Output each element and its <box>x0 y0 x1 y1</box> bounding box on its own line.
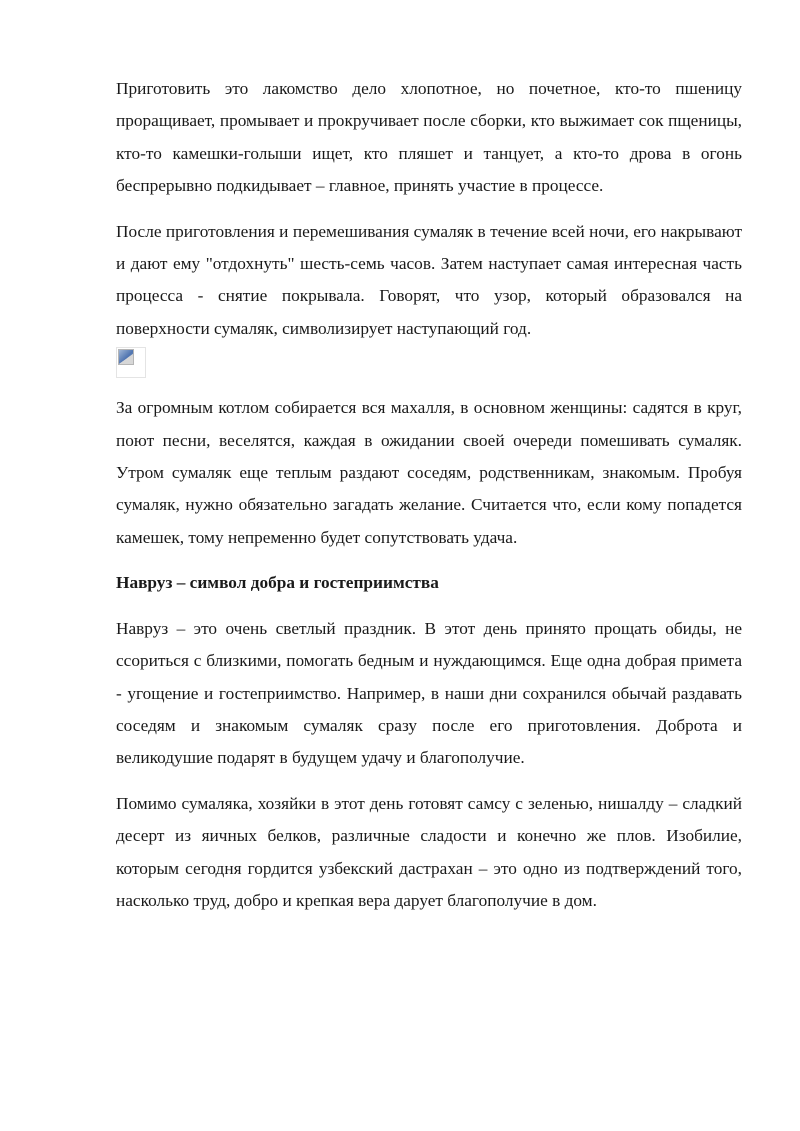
paragraph-wheat-preparation: Приготовить это лакомство дело хлопотное, но почетное, кто-то пшеницу проращивает, промывает и прокручивает после сборки, кто выжимает сок пщеницы, кто-то камешки-голыши ищет, кто пляшет и танцует, а кто-то дрова в огонь беспрерывно подкидывает – главное, принять участие в процессе. <box>116 79 742 196</box>
document-page <box>116 73 742 930</box>
section-heading: Навруз – символ добра и гостеприимства <box>116 573 439 593</box>
inline-image-placeholder <box>116 345 742 379</box>
paragraph-mahalla-gathering: За огромным котлом собирается вся махалля, в основном женщины: садятся в круг, поют песни, веселятся, каждая в ожидании своей очереди помешивать сумаляк. Утром сумаляк еще теплым раздают соседям, родственникам, знакомым. Пробуя сумаляк, нужно обязательно загадать желание. Считается что, если кому попадется камешек, тому непременно будет сопутствовать удача. <box>116 398 742 547</box>
paragraph-sumalak-rest: После приготовления и перемешивания сумаляк в течение всей ночи, его накрывают и дают ему "отдохнуть" шесть-семь часов. Затем наступает самая интересная часть процесса - снятие покрывала. Говорят, что узор, который образовался на поверхности сумаляк, символизирует наступающий год. <box>116 221 742 338</box>
broken-image-icon <box>116 347 146 378</box>
paragraph-festive-dishes: Помимо сумаляка, хозяйки в этот день готовят самсу с зеленью, нишалду – сладкий десерт из яичных белков, различные сладости и конечно же плов. Изобилие, которым сегодня гордится узбекский дастрахан – это одно из подтверждений того, насколько труд, добро и крепкая вера дарует благополучие в дом. <box>116 793 742 910</box>
paragraph-navruz-kindness: Навруз – это очень светлый праздник. В этот день принято прощать обиды, не ссориться с близкими, помогать бедным и нуждающимся. Еще одна добрая примета - угощение и гостеприимство. Например, в наши дни сохранился обычай раздавать соседям и знакомым сумаляк сразу после его приготовления. Доброта и великодушие подарят в будущем удачу и благополучие. <box>116 618 742 768</box>
